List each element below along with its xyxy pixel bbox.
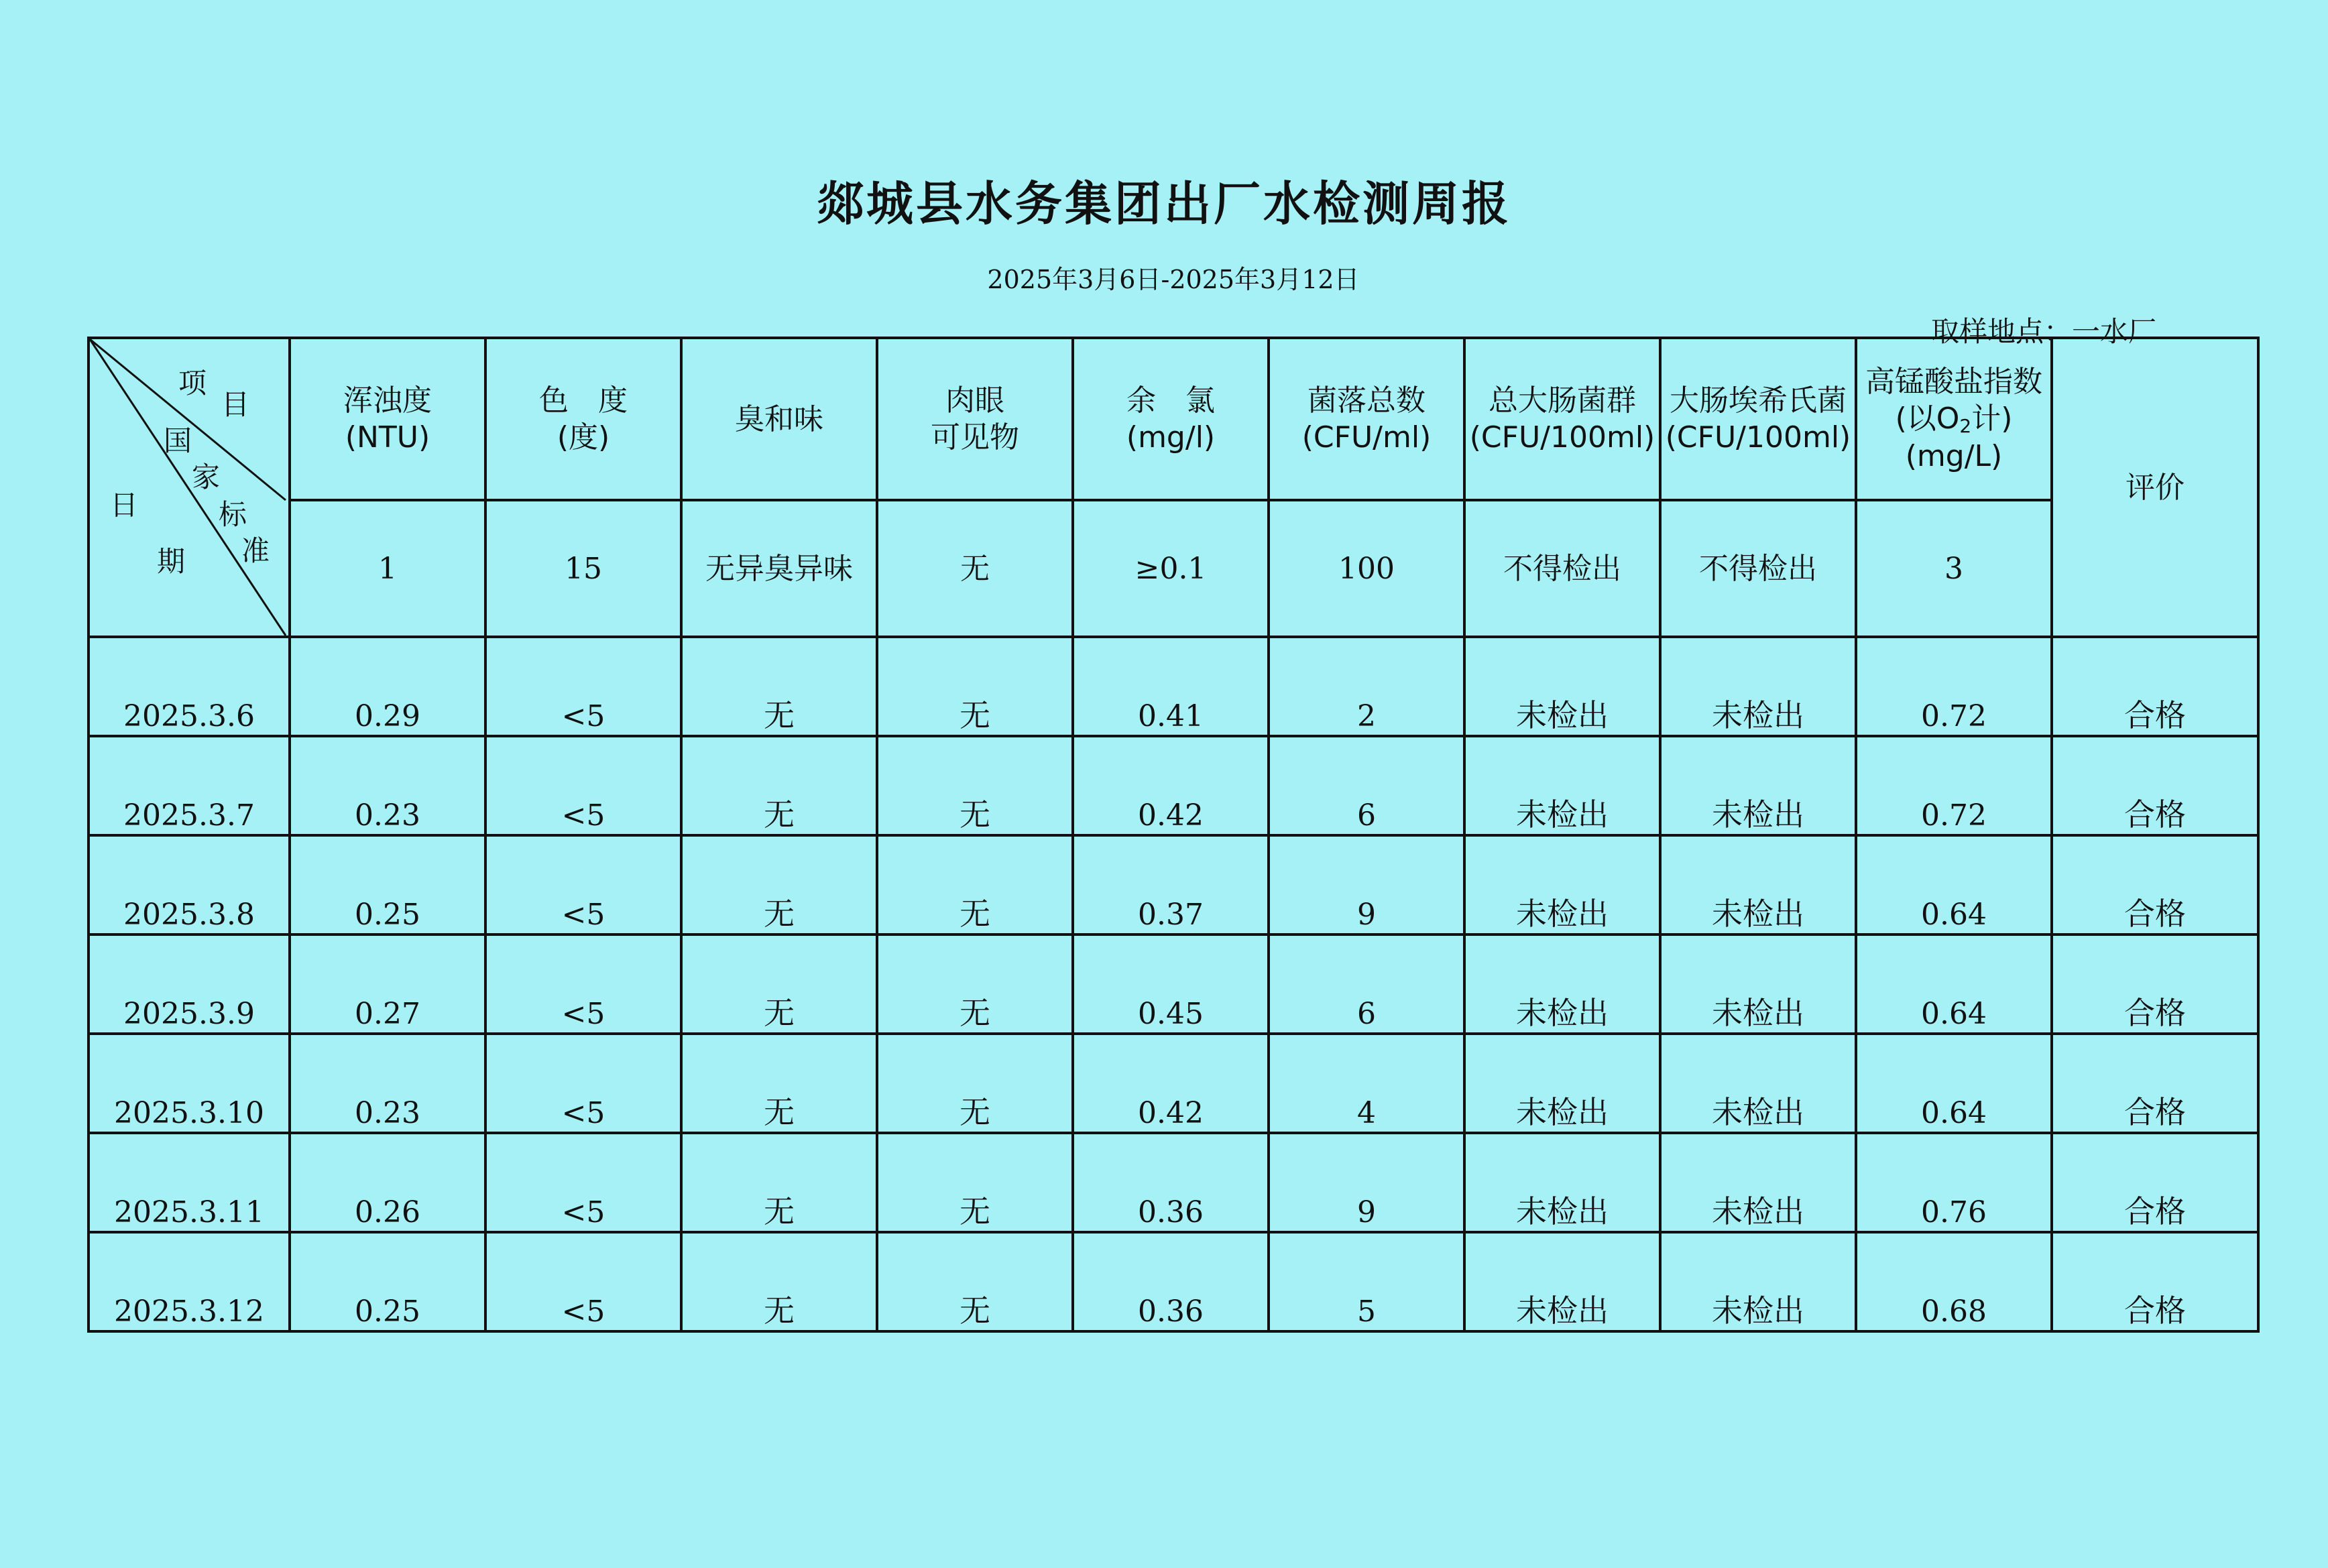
evaluation-cell: 合格	[2052, 736, 2258, 835]
permanganate-cell: 0.72	[1856, 736, 2052, 835]
corner-char: 目	[221, 388, 250, 421]
table-row	[89, 1034, 2258, 1133]
corner-char: 家	[192, 461, 221, 493]
corner-char: 标	[219, 498, 247, 531]
turbidity-cell: 0.25	[290, 835, 485, 934]
colony-count-cell: 6	[1269, 736, 1464, 835]
header-ecoli: 大肠埃希氏菌 (CFU/100ml)	[1660, 338, 1856, 500]
color-cell: <5	[485, 835, 681, 934]
turbidity-cell: 0.29	[290, 637, 485, 736]
odor-cell: 无	[681, 1034, 877, 1133]
table-row	[89, 1133, 2258, 1232]
ecoli-cell: 未检出	[1660, 1232, 1856, 1331]
evaluation-cell: 合格	[2052, 1034, 2258, 1133]
date-cell: 2025.3.8	[89, 835, 290, 934]
corner-char: 项	[178, 367, 207, 400]
corner-char: 准	[241, 534, 270, 567]
date-cell: 2025.3.10	[89, 1034, 290, 1133]
ecoli-cell: 未检出	[1660, 835, 1856, 934]
header-evaluation: 评价	[2052, 338, 2258, 637]
date-cell: 2025.3.11	[89, 1133, 290, 1232]
visible-matter-cell: 无	[877, 1034, 1073, 1133]
permanganate-cell: 0.68	[1856, 1232, 2052, 1331]
table-row	[89, 736, 2258, 835]
corner-char: 期	[157, 545, 186, 578]
coliform-cell: 未检出	[1464, 1232, 1660, 1331]
chlorine-cell: 0.42	[1073, 736, 1269, 835]
header-colony-count: 菌落总数 (CFU/ml)	[1269, 338, 1464, 500]
header-color: 色 度 (度)	[485, 338, 681, 500]
chlorine-cell: 0.36	[1073, 1232, 1269, 1331]
evaluation-cell: 合格	[2052, 1133, 2258, 1232]
water-quality-table	[87, 337, 2260, 1333]
color-cell: <5	[485, 736, 681, 835]
ecoli-cell: 未检出	[1660, 1034, 1856, 1133]
permanganate-cell: 0.64	[1856, 934, 2052, 1034]
visible-matter-cell: 无	[877, 1133, 1073, 1232]
odor-cell: 无	[681, 736, 877, 835]
visible-matter-cell: 无	[877, 835, 1073, 934]
ecoli-cell: 未检出	[1660, 637, 1856, 736]
visible-matter-cell: 无	[877, 934, 1073, 1034]
date-cell: 2025.3.7	[89, 736, 290, 835]
standard-value: 无	[877, 500, 1073, 637]
header-row	[89, 338, 2258, 500]
standard-value: 1	[290, 500, 485, 637]
colony-count-cell: 9	[1269, 1133, 1464, 1232]
table-row	[89, 637, 2258, 736]
color-cell: <5	[485, 1232, 681, 1331]
permanganate-cell: 0.72	[1856, 637, 2052, 736]
table-row	[89, 835, 2258, 934]
turbidity-cell: 0.27	[290, 934, 485, 1034]
evaluation-cell: 合格	[2052, 835, 2258, 934]
header-turbidity: 浑浊度 (NTU)	[290, 338, 485, 500]
standard-value: 不得检出	[1660, 500, 1856, 637]
standard-value: ≥0.1	[1073, 500, 1269, 637]
date-cell: 2025.3.12	[89, 1232, 290, 1331]
turbidity-cell: 0.23	[290, 736, 485, 835]
turbidity-cell: 0.25	[290, 1232, 485, 1331]
coliform-cell: 未检出	[1464, 637, 1660, 736]
standards-row	[89, 500, 2258, 637]
standard-value: 无异臭异味	[681, 500, 877, 637]
sampling-location: 取样地点：一水厂	[1931, 315, 2157, 348]
header-total-coliform: 总大肠菌群 (CFU/100ml)	[1464, 338, 1660, 500]
coliform-cell: 未检出	[1464, 736, 1660, 835]
ecoli-cell: 未检出	[1660, 736, 1856, 835]
permanganate-cell: 0.64	[1856, 1034, 2052, 1133]
turbidity-cell: 0.26	[290, 1133, 485, 1232]
standard-value: 15	[485, 500, 681, 637]
corner-char: 国	[164, 424, 192, 457]
odor-cell: 无	[681, 1133, 877, 1232]
colony-count-cell: 9	[1269, 835, 1464, 934]
turbidity-cell: 0.23	[290, 1034, 485, 1133]
chlorine-cell: 0.45	[1073, 934, 1269, 1034]
chlorine-cell: 0.42	[1073, 1034, 1269, 1133]
colony-count-cell: 2	[1269, 637, 1464, 736]
header-residual-chlorine: 余 氯 (mg/l)	[1073, 338, 1269, 500]
coliform-cell: 未检出	[1464, 934, 1660, 1034]
odor-cell: 无	[681, 637, 877, 736]
standard-value: 不得检出	[1464, 500, 1660, 637]
coliform-cell: 未检出	[1464, 835, 1660, 934]
color-cell: <5	[485, 1034, 681, 1133]
colony-count-cell: 6	[1269, 934, 1464, 1034]
color-cell: <5	[485, 637, 681, 736]
evaluation-cell: 合格	[2052, 934, 2258, 1034]
odor-cell: 无	[681, 835, 877, 934]
color-cell: <5	[485, 934, 681, 1034]
date-cell: 2025.3.6	[89, 637, 290, 736]
coliform-cell: 未检出	[1464, 1133, 1660, 1232]
page-title: 郯城县水务集团出厂水检测周报	[817, 176, 1511, 231]
color-cell: <5	[485, 1133, 681, 1232]
ecoli-cell: 未检出	[1660, 1133, 1856, 1232]
date-cell: 2025.3.9	[89, 934, 290, 1034]
table-row	[89, 934, 2258, 1034]
coliform-cell: 未检出	[1464, 1034, 1660, 1133]
permanganate-cell: 0.64	[1856, 835, 2052, 934]
corner-char: 日	[110, 489, 139, 522]
chlorine-cell: 0.37	[1073, 835, 1269, 934]
ecoli-cell: 未检出	[1660, 934, 1856, 1034]
visible-matter-cell: 无	[877, 637, 1073, 736]
visible-matter-cell: 无	[877, 736, 1073, 835]
standard-value: 3	[1856, 500, 2052, 637]
date-range: 2025年3月6日-2025年3月12日	[987, 265, 1360, 294]
header-permanganate-index: 高锰酸盐指数 (以$O_2$计) (mg/L)	[1856, 338, 2052, 500]
corner-header-cell	[89, 338, 290, 637]
chlorine-cell: 0.41	[1073, 637, 1269, 736]
odor-cell: 无	[681, 934, 877, 1034]
header-visible-matter: 肉眼 可见物	[877, 338, 1073, 500]
chlorine-cell: 0.36	[1073, 1133, 1269, 1232]
colony-count-cell: 4	[1269, 1034, 1464, 1133]
odor-cell: 无	[681, 1232, 877, 1331]
table-row	[89, 1232, 2258, 1331]
colony-count-cell: 5	[1269, 1232, 1464, 1331]
evaluation-cell: 合格	[2052, 637, 2258, 736]
evaluation-cell: 合格	[2052, 1232, 2258, 1331]
standard-value: 100	[1269, 500, 1464, 637]
header-odor: 臭和味	[681, 338, 877, 500]
visible-matter-cell: 无	[877, 1232, 1073, 1331]
permanganate-cell: 0.76	[1856, 1133, 2052, 1232]
